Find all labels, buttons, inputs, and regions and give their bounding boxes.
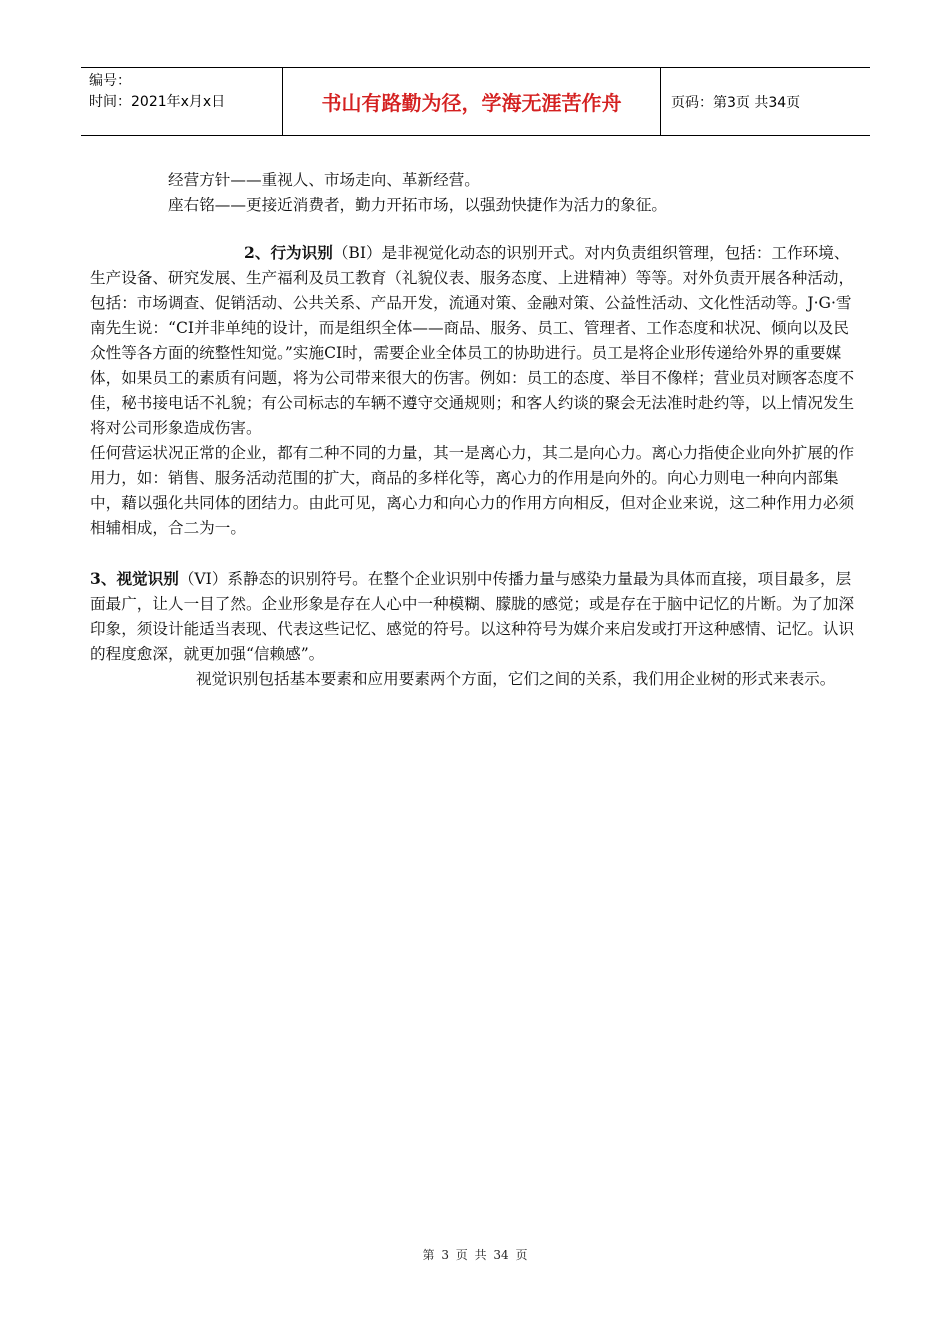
bi-text: （BI）是非视觉化动态的识别开式。对内负责组织管理，包括：工作环境、生产设备、研究发展、生产福利及员工教育（礼貌仪表、服务态度、上进精神）等等。对外负责开展各种活动，包括：市场调查、促销活动、公共关系、产品开发，流通对策、金融对策、公益性活动、文化性活动等。J·G·雪南先生说：“CI并非单纯的设计，而是组织全体——商品、服务、员工、管理者、工作态度和状况、倾向以及民众性等各方面的统整性知觉。”实施CI时，需要企业全体员工的协助进行。员工是将企业形传递给外界的重要媒体，如果员工的素质有问题，将为公司带来很大的伤害。例如：员工的态度、举目不像样；营业员对顾客态度不佳，秘书接电话不礼貌；有公司标志的车辆不遵守交通规则；和客人约谈的聚会无法准时赴约等，以上情况发生将对公司形象造成伤害。 bbox=[90, 244, 855, 437]
header-meta-cell bbox=[81, 68, 283, 135]
header-page-cell bbox=[661, 68, 870, 135]
vi-heading: 3、视觉识别 bbox=[90, 569, 179, 588]
paragraph-vi bbox=[90, 566, 860, 667]
paragraph-vi-summary: 视觉识别包括基本要素和应用要素两个方面，它们之间的关系，我们用企业树的形式来表示。 bbox=[196, 670, 836, 688]
spacer bbox=[90, 218, 860, 240]
bi-heading: 2、行为识别 bbox=[244, 243, 333, 262]
vi-text: （VI）系静态的识别符号。在整个企业识别中传播力量与感染力量最为具体而直接，项目最多，层面最广，让人一目了然。企业形象是存在人心中一种模糊、朦胧的感觉；或是存在于脑中记忆的片断。为了加深印象，须设计能适当表现、代表这些记忆、感觉的符号。以这种符号为媒介来启发或打开这种感情、记忆。认识的程度愈深，就更加强“信赖感”。 bbox=[90, 570, 855, 663]
header-motto-cell bbox=[283, 68, 661, 135]
header-table bbox=[81, 67, 870, 136]
spacer bbox=[90, 541, 860, 566]
page-footer: 第 3 页 共 34 页 bbox=[422, 1248, 528, 1262]
paragraph-motto: 座右铭——更接近消费者，勤力开拓市场，以强劲快捷作为活力的象征。 bbox=[168, 196, 668, 214]
motto-text: 书山有路勤为径，学海无涯苦作舟 bbox=[321, 91, 622, 115]
document-body bbox=[90, 168, 860, 692]
page-code: 页码：第3页 共34页 bbox=[671, 94, 801, 111]
number-label: 编号： bbox=[89, 73, 131, 89]
paragraph-force: 任何营运状况正常的企业，都有二种不同的力量，其一是离心力，其二是向心力。离心力指使企业向外扩展的作用力，如：销售、服务活动范围的扩大，商品的多样化等，离心力的作用是向外的。向心力则电一种向内部集中，藉以强化共同体的团结力。由此可见，离心力和向心力的作用方向相反，但对企业来说，这二种作用力必须相辅相成，合二为一。 bbox=[90, 444, 855, 537]
time-label: 时间：2021年x月x日 bbox=[89, 94, 226, 110]
paragraph-policy: 经营方针——重视人、市场走向、革新经营。 bbox=[168, 171, 480, 189]
paragraph-bi bbox=[90, 240, 860, 441]
